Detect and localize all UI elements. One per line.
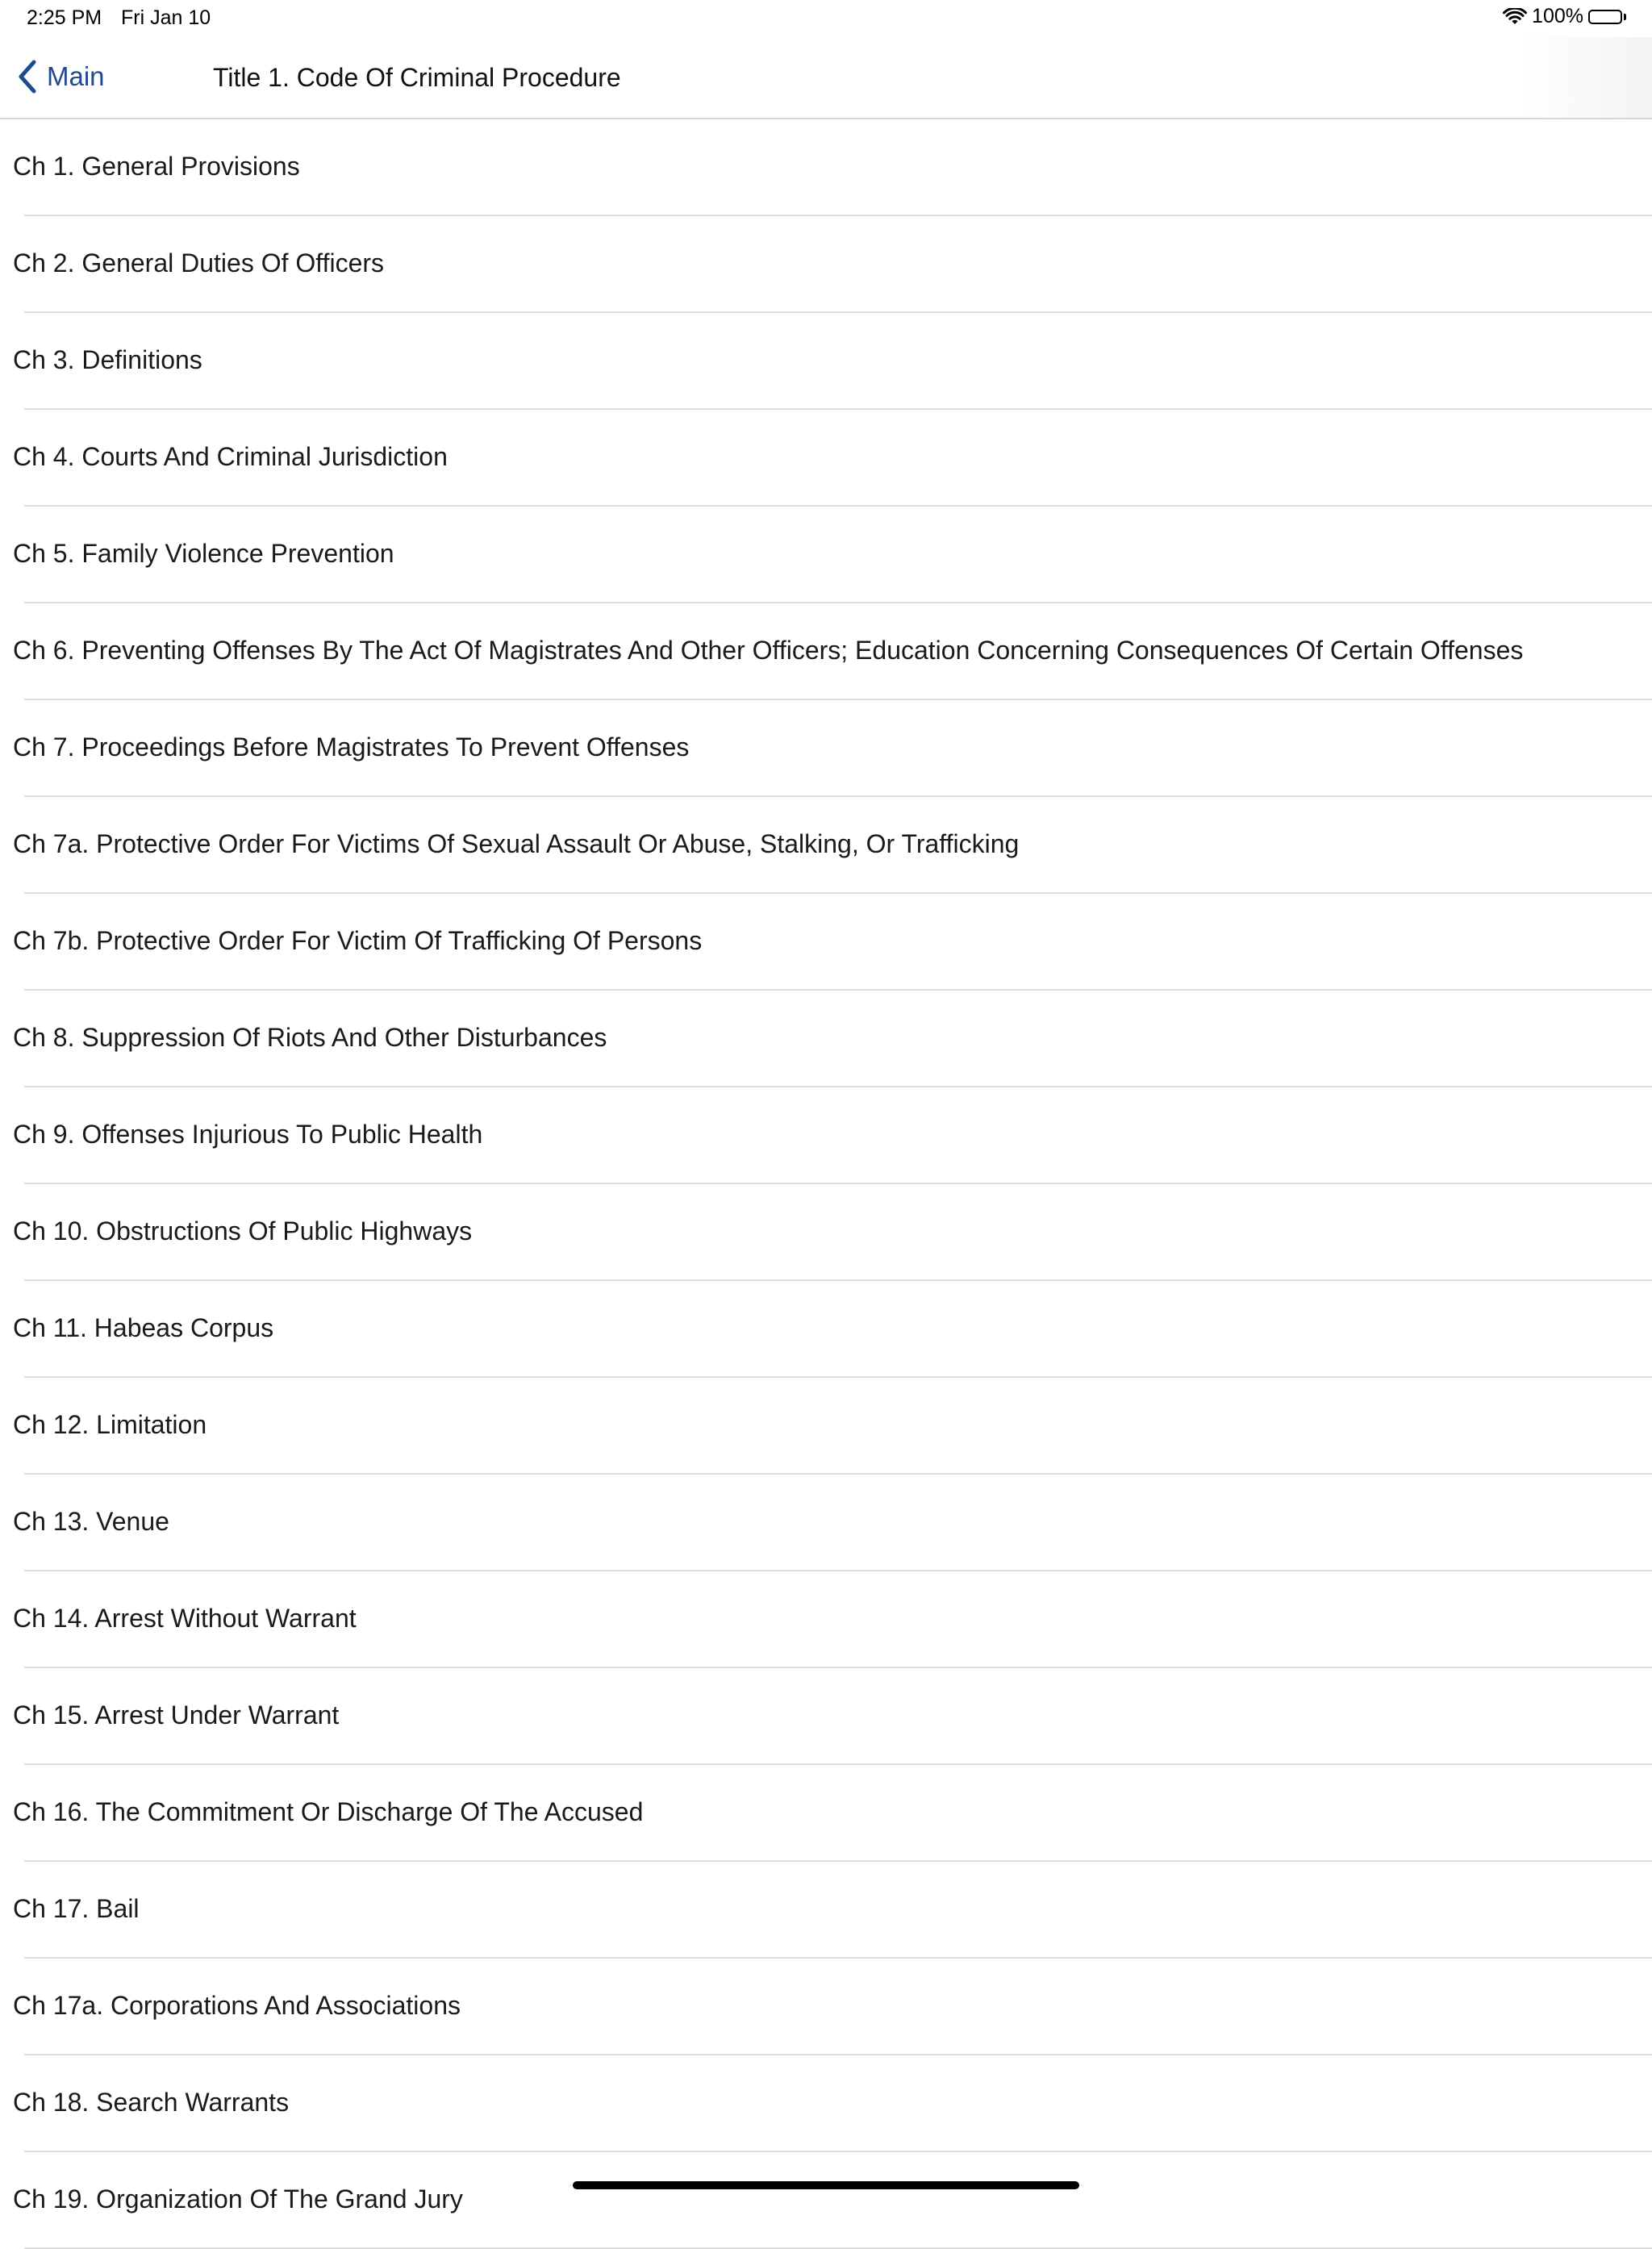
home-indicator[interactable]: [573, 2181, 1079, 2189]
back-button[interactable]: [18, 60, 105, 94]
list-item[interactable]: [0, 1959, 1652, 2055]
list-item[interactable]: [0, 1765, 1652, 1862]
chapter-list: [0, 119, 1652, 2249]
list-item[interactable]: [0, 410, 1652, 507]
chapter-label: Ch 9. Offenses Injurious To Public Health: [13, 1120, 483, 1149]
list-item[interactable]: [0, 507, 1652, 603]
list-item[interactable]: [0, 1281, 1652, 1378]
battery-percent: 100%: [1532, 5, 1583, 27]
list-item[interactable]: [0, 603, 1652, 700]
chapter-label: Ch 7b. Protective Order For Victim Of Trafficking Of Persons: [13, 926, 703, 955]
status-bar: [0, 0, 1652, 37]
chapter-label: Ch 13. Venue: [13, 1507, 169, 1536]
chapter-label: Ch 12. Limitation: [13, 1410, 207, 1439]
chapter-label: Ch 11. Habeas Corpus: [13, 1313, 274, 1342]
chapter-label: Ch 10. Obstructions Of Public Highways: [13, 1216, 473, 1246]
list-item[interactable]: [0, 700, 1652, 797]
list-item[interactable]: [0, 1571, 1652, 1668]
navigation-bar: [0, 37, 1652, 119]
chapter-label: Ch 5. Family Violence Prevention: [13, 539, 394, 568]
list-item[interactable]: [0, 2055, 1652, 2152]
list-item[interactable]: [0, 1087, 1652, 1184]
list-item[interactable]: [0, 313, 1652, 410]
chapter-label: Ch 6. Preventing Offenses By The Act Of Magistrates And Other Officers; Education Concerning Consequences Of Certain Offenses: [13, 636, 1524, 665]
chapter-label: Ch 7a. Protective Order For Victims Of Sexual Assault Or Abuse, Stalking, Or Trafficking: [13, 829, 1020, 858]
chapter-label: Ch 4. Courts And Criminal Jurisdiction: [13, 442, 448, 471]
list-item[interactable]: [0, 797, 1652, 894]
wifi-icon: [1503, 8, 1527, 26]
chapter-label: Ch 15. Arrest Under Warrant: [13, 1700, 340, 1730]
list-item[interactable]: [0, 119, 1652, 216]
chapter-label: Ch 17a. Corporations And Associations: [13, 1991, 461, 2020]
chevron-left-icon: [18, 60, 47, 94]
list-item[interactable]: [0, 1184, 1652, 1281]
chapter-label: Ch 14. Arrest Without Warrant: [13, 1604, 357, 1633]
list-item[interactable]: [0, 991, 1652, 1087]
chapter-label: Ch 16. The Commitment Or Discharge Of The Accused: [13, 1797, 644, 1826]
back-button-label: Main: [47, 61, 105, 91]
list-item[interactable]: [0, 1668, 1652, 1765]
status-date: Fri Jan 10: [121, 6, 211, 29]
battery-icon: [1588, 10, 1626, 24]
chapter-label: Ch 3. Definitions: [13, 345, 202, 374]
chapter-label: Ch 2. General Duties Of Officers: [13, 248, 385, 277]
status-time: 2:25 PM: [27, 6, 102, 29]
chapter-label: Ch 18. Search Warrants: [13, 2088, 290, 2117]
chapter-label: Ch 17. Bail: [13, 1894, 140, 1923]
list-item[interactable]: [0, 1475, 1652, 1571]
chapter-label: Ch 1. General Provisions: [13, 152, 300, 181]
chapter-label: Ch 7. Proceedings Before Magistrates To Prevent Offenses: [13, 732, 690, 761]
page-title: Title 1. Code Of Criminal Procedure: [213, 63, 621, 92]
list-item[interactable]: [0, 1378, 1652, 1475]
chapter-label: Ch 19. Organization Of The Grand Jury: [13, 2184, 463, 2214]
list-item[interactable]: [0, 894, 1652, 991]
status-indicators: [1503, 5, 1626, 28]
chapter-label: Ch 8. Suppression Of Riots And Other Disturbances: [13, 1023, 607, 1052]
list-item[interactable]: [0, 216, 1652, 313]
list-item[interactable]: [0, 1862, 1652, 1959]
list-item[interactable]: [0, 2152, 1652, 2249]
